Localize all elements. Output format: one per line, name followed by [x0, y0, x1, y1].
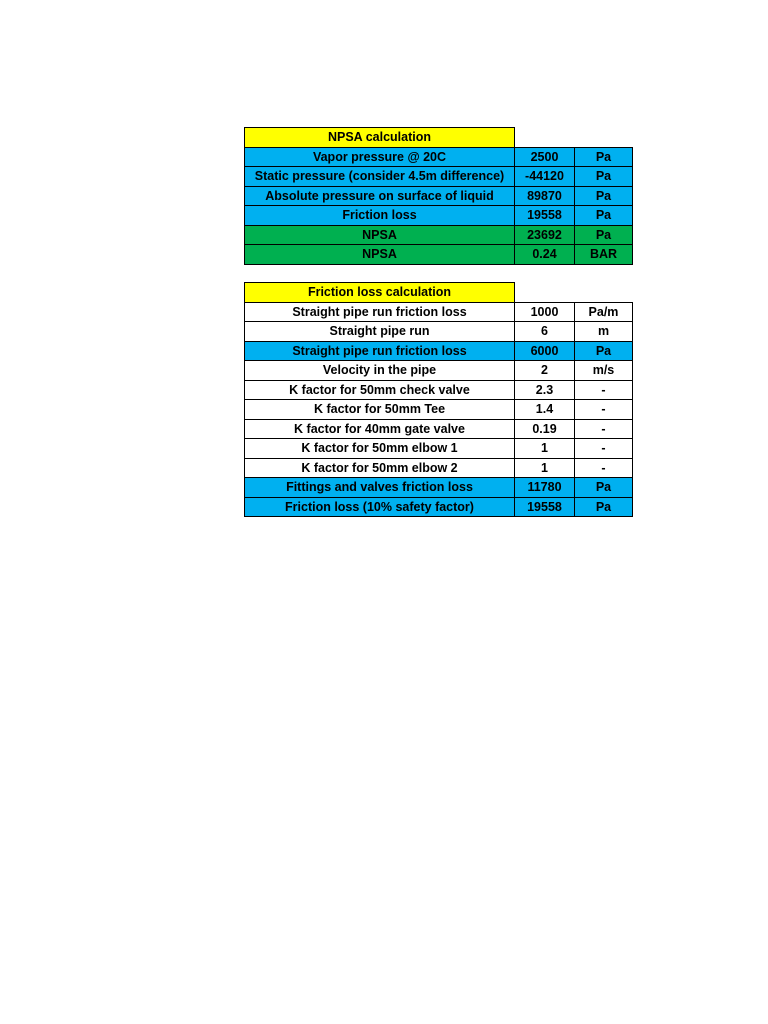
table-row	[245, 439, 633, 459]
table-row	[245, 245, 633, 265]
row-value-cell[interactable]: 6000	[515, 341, 575, 361]
table-row	[245, 225, 633, 245]
row-value-cell[interactable]: 11780	[515, 478, 575, 498]
row-unit-cell[interactable]: Pa	[575, 167, 633, 187]
row-unit-cell[interactable]: -	[575, 439, 633, 459]
row-unit-cell[interactable]: m	[575, 322, 633, 342]
table-row	[245, 361, 633, 381]
table-row	[245, 497, 633, 517]
row-label-cell[interactable]: Static pressure (consider 4.5m difference)	[245, 167, 515, 187]
row-label-cell[interactable]: Straight pipe run friction loss	[245, 341, 515, 361]
table-row	[245, 478, 633, 498]
row-label-cell[interactable]: Straight pipe run	[245, 322, 515, 342]
row-unit-cell[interactable]: Pa	[575, 225, 633, 245]
friction-loss-calculation-table	[244, 282, 633, 517]
table-row	[245, 206, 633, 226]
friction-title-row	[245, 283, 633, 303]
row-label-cell[interactable]: NPSA	[245, 225, 515, 245]
row-value-cell[interactable]: -44120	[515, 167, 575, 187]
row-label-cell[interactable]: NPSA	[245, 245, 515, 265]
row-value-cell[interactable]: 0.24	[515, 245, 575, 265]
row-unit-cell[interactable]: Pa	[575, 206, 633, 226]
row-label-cell[interactable]: Friction loss (10% safety factor)	[245, 497, 515, 517]
table-row	[245, 380, 633, 400]
row-unit-cell[interactable]: Pa/m	[575, 302, 633, 322]
row-value-cell[interactable]: 2.3	[515, 380, 575, 400]
table-row	[245, 322, 633, 342]
empty-cell	[575, 128, 633, 148]
empty-cell	[515, 128, 575, 148]
row-value-cell[interactable]: 23692	[515, 225, 575, 245]
row-label-cell[interactable]: Friction loss	[245, 206, 515, 226]
table-row	[245, 419, 633, 439]
row-unit-cell[interactable]: Pa	[575, 497, 633, 517]
row-value-cell[interactable]: 1	[515, 439, 575, 459]
row-unit-cell[interactable]: Pa	[575, 341, 633, 361]
row-value-cell[interactable]: 2	[515, 361, 575, 381]
friction-title[interactable]: Friction loss calculation	[245, 283, 515, 303]
row-value-cell[interactable]: 1	[515, 458, 575, 478]
row-unit-cell[interactable]: -	[575, 458, 633, 478]
friction-table-body	[245, 283, 633, 517]
row-label-cell[interactable]: Fittings and valves friction loss	[245, 478, 515, 498]
row-value-cell[interactable]: 6	[515, 322, 575, 342]
row-unit-cell[interactable]: Pa	[575, 478, 633, 498]
row-unit-cell[interactable]: m/s	[575, 361, 633, 381]
table-row	[245, 302, 633, 322]
row-value-cell[interactable]: 19558	[515, 497, 575, 517]
row-label-cell[interactable]: Vapor pressure @ 20C	[245, 147, 515, 167]
table-row	[245, 186, 633, 206]
npsa-table-body	[245, 128, 633, 265]
row-unit-cell[interactable]: -	[575, 400, 633, 420]
empty-cell	[515, 283, 575, 303]
empty-cell	[575, 283, 633, 303]
row-value-cell[interactable]: 0.19	[515, 419, 575, 439]
npsa-title-row	[245, 128, 633, 148]
row-label-cell[interactable]: K factor for 50mm elbow 2	[245, 458, 515, 478]
row-label-cell[interactable]: K factor for 40mm gate valve	[245, 419, 515, 439]
row-unit-cell[interactable]: -	[575, 419, 633, 439]
row-value-cell[interactable]: 1000	[515, 302, 575, 322]
npsa-title[interactable]: NPSA calculation	[245, 128, 515, 148]
row-label-cell[interactable]: Velocity in the pipe	[245, 361, 515, 381]
row-label-cell[interactable]: K factor for 50mm Tee	[245, 400, 515, 420]
row-unit-cell[interactable]: -	[575, 380, 633, 400]
row-value-cell[interactable]: 2500	[515, 147, 575, 167]
row-value-cell[interactable]: 19558	[515, 206, 575, 226]
row-unit-cell[interactable]: Pa	[575, 186, 633, 206]
table-row	[245, 458, 633, 478]
row-value-cell[interactable]: 1.4	[515, 400, 575, 420]
table-row	[245, 400, 633, 420]
row-label-cell[interactable]: Straight pipe run friction loss	[245, 302, 515, 322]
table-row	[245, 147, 633, 167]
row-value-cell[interactable]: 89870	[515, 186, 575, 206]
table-row	[245, 341, 633, 361]
row-label-cell[interactable]: Absolute pressure on surface of liquid	[245, 186, 515, 206]
npsa-calculation-table	[244, 127, 633, 265]
row-label-cell[interactable]: K factor for 50mm elbow 1	[245, 439, 515, 459]
row-label-cell[interactable]: K factor for 50mm check valve	[245, 380, 515, 400]
row-unit-cell[interactable]: Pa	[575, 147, 633, 167]
row-unit-cell[interactable]: BAR	[575, 245, 633, 265]
table-row	[245, 167, 633, 187]
